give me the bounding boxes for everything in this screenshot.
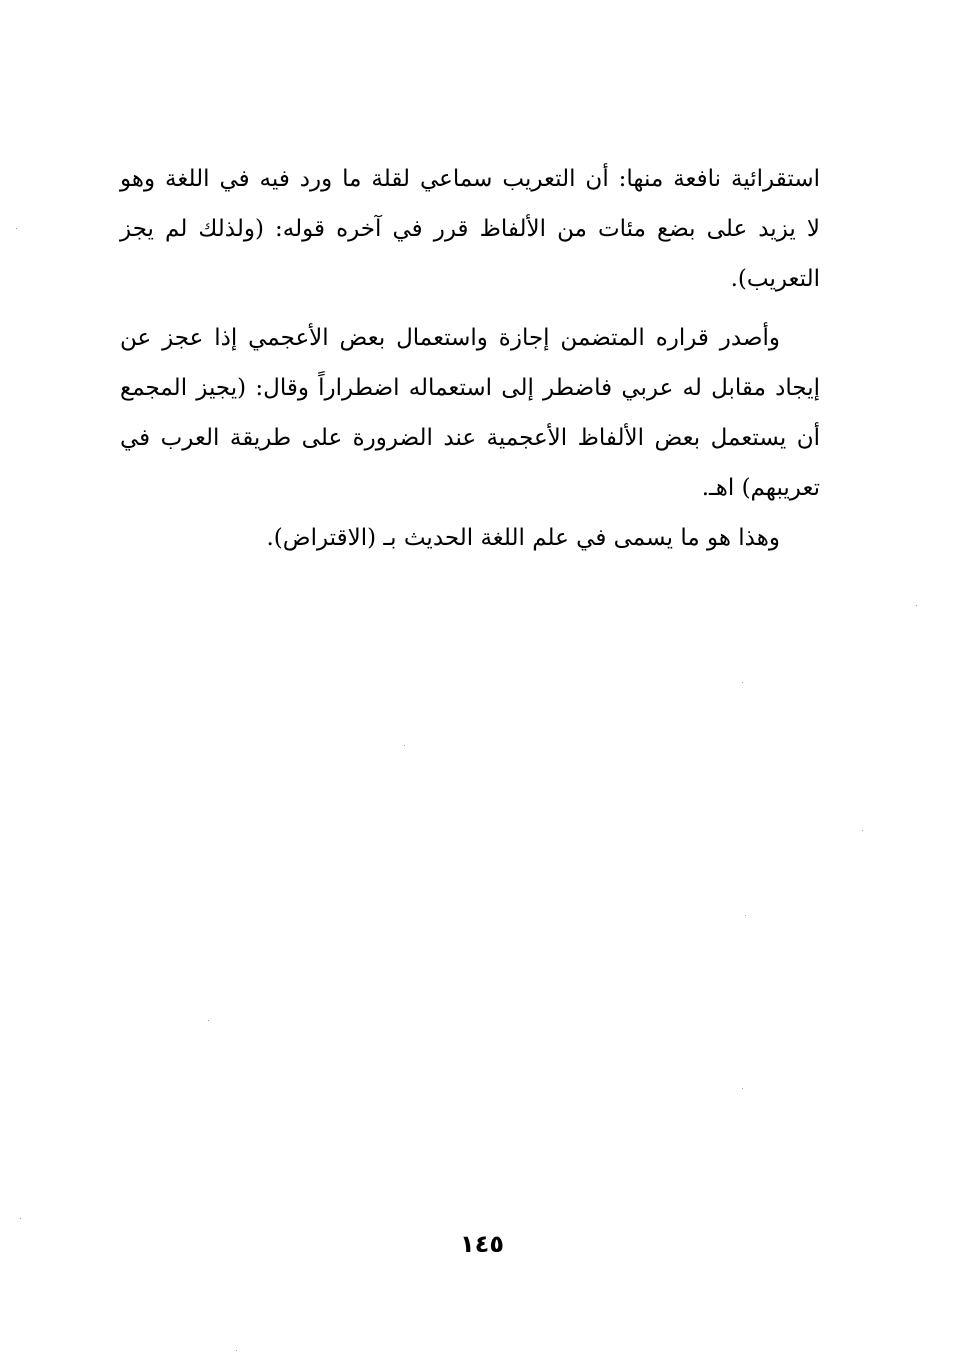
scan-speck — [862, 830, 863, 831]
scan-speck — [20, 1218, 21, 1219]
text-line: التعريب). — [730, 266, 820, 292]
text-line: إيجاد مقابل له عربي فاضطر إلى استعماله اضطراراً وقال: (يجيز المجمع — [120, 375, 820, 401]
text-line: أن يستعمل بعض الألفاظ الأعجمية عند الضرورة على طريقة العرب في — [120, 425, 820, 451]
text-line: وأصدر قراره المتضمن إجازة واستعمال بعض الأعجمي إذا عجز عن — [120, 325, 780, 351]
scan-speck — [236, 1350, 237, 1351]
scan-speck — [745, 915, 746, 916]
scan-speck — [404, 745, 405, 746]
scan-speck — [742, 682, 743, 683]
scan-speck — [208, 1020, 209, 1021]
page-number: ١٤٥ — [460, 1230, 504, 1258]
text-line: تعريبهم) اهـ. — [701, 475, 820, 501]
text-line: لا يزيد على بضع مئات من الألفاظ قرر في آخره قوله: (ولذلك لم يجز — [120, 216, 820, 242]
scan-speck — [742, 1088, 743, 1089]
scan-speck — [16, 228, 17, 229]
scan-speck — [916, 605, 917, 606]
text-line: وهذا هو ما يسمى في علم اللغة الحديث بـ (الاقتراض). — [266, 525, 780, 551]
text-line: استقرائية نافعة منها: أن التعريب سماعي لقلة ما ورد فيه في اللغة وهو — [120, 166, 820, 192]
